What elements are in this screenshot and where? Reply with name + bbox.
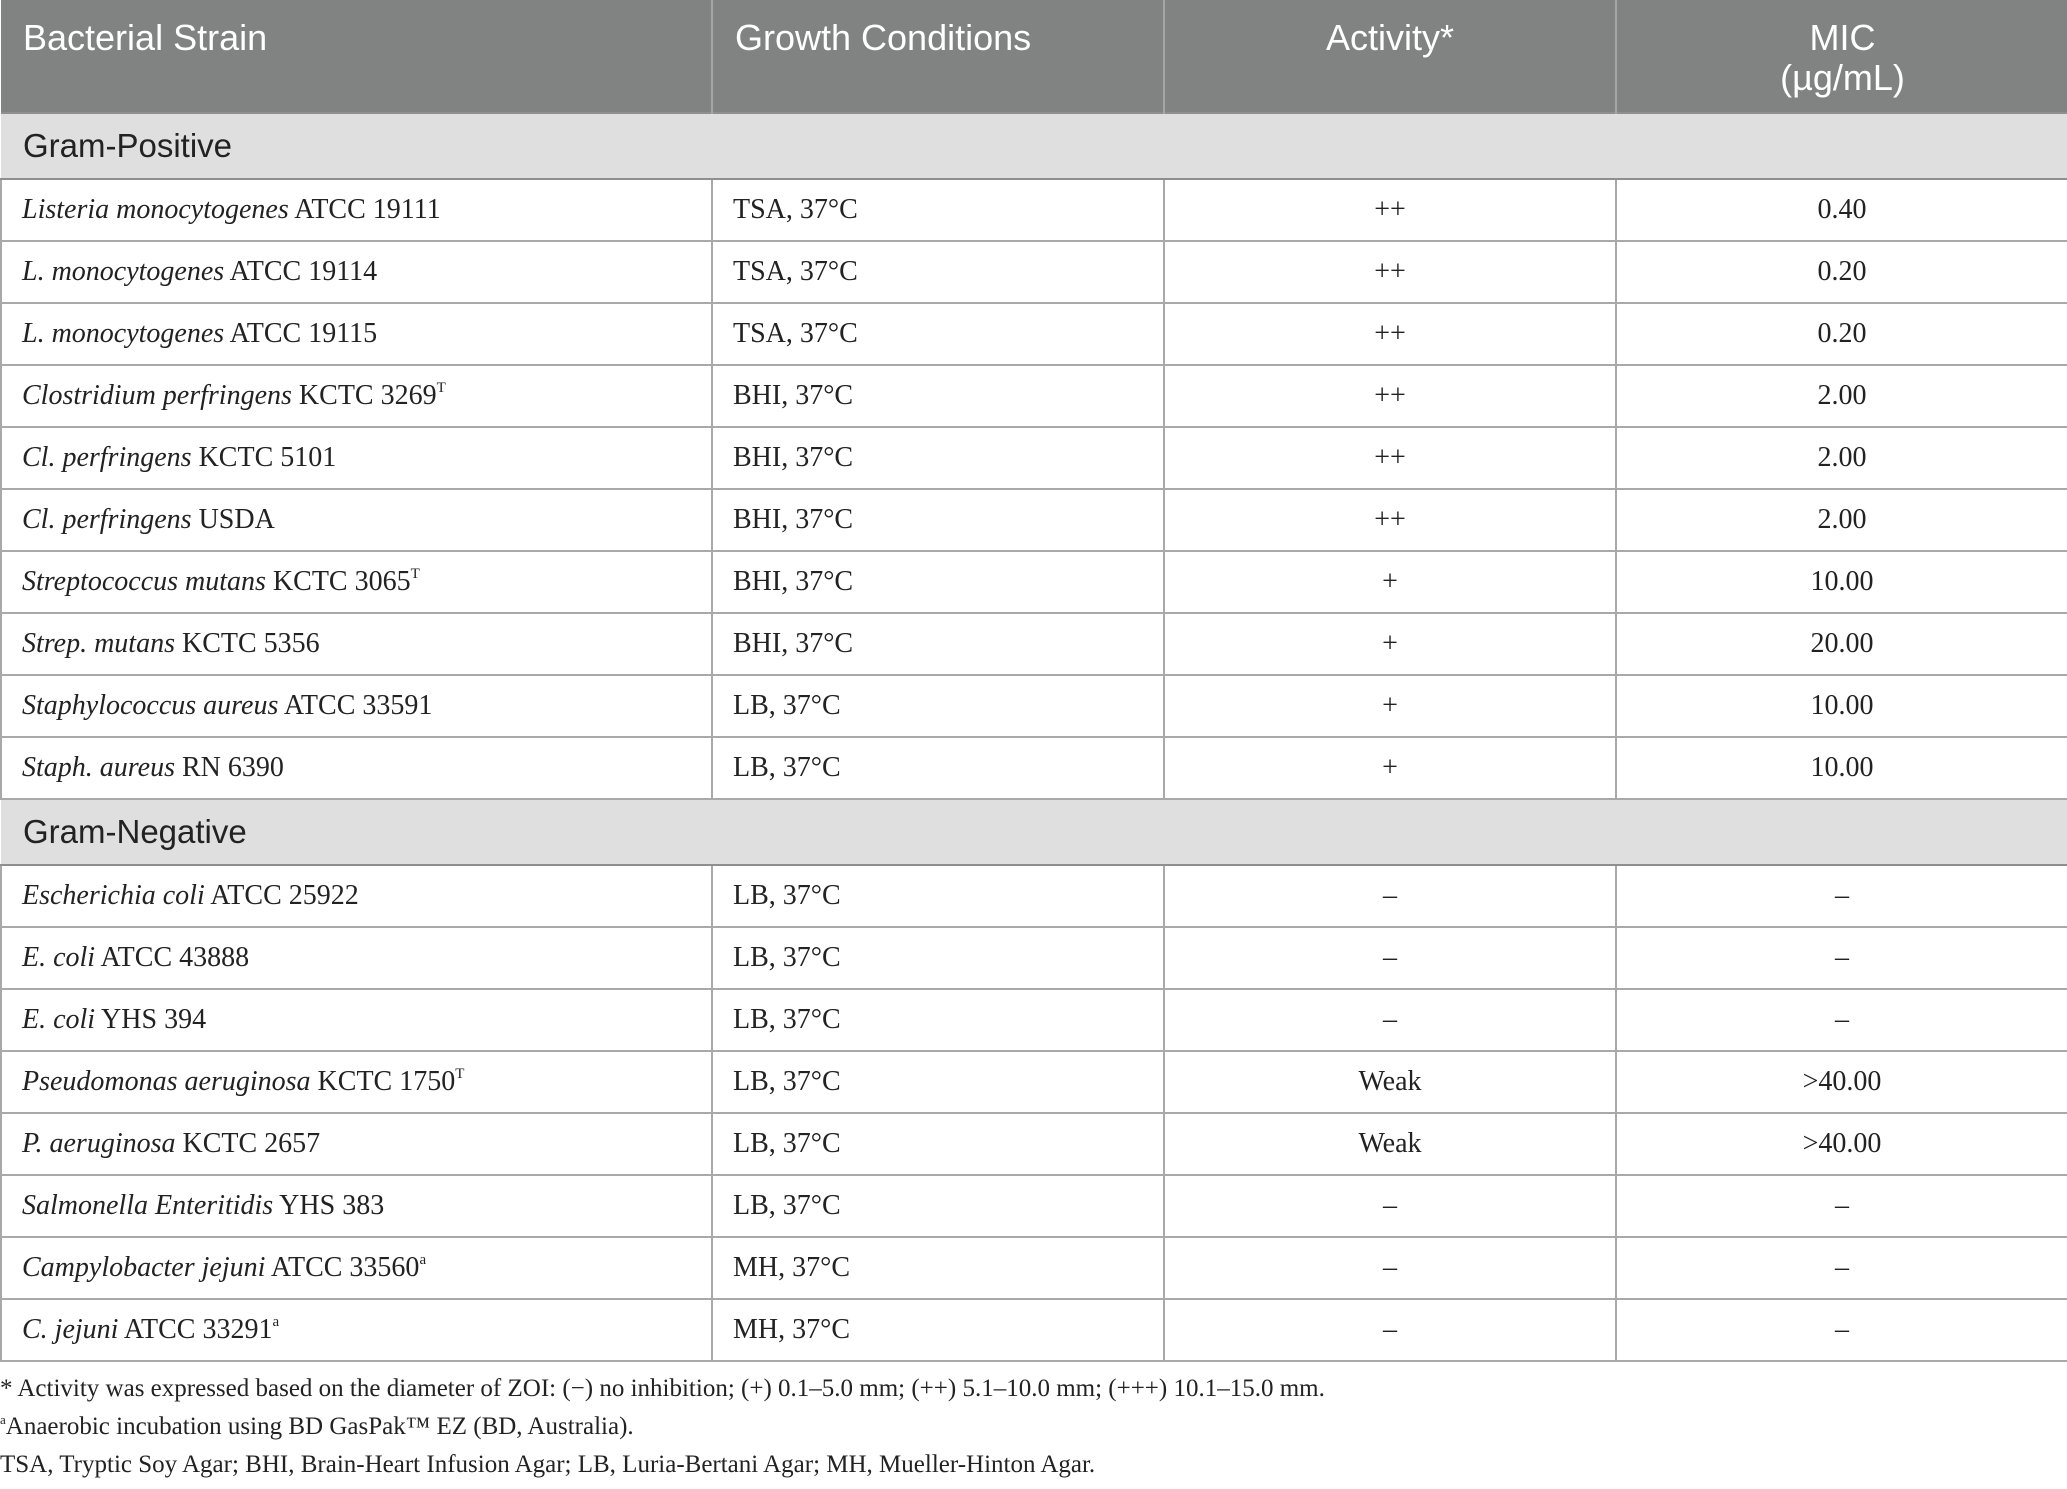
cell-growth-conditions: MH, 37°C [712, 1299, 1164, 1361]
table-row [1, 1175, 2067, 1237]
cell-strain [1, 927, 712, 989]
cell-mic: 2.00 [1616, 365, 2067, 427]
cell-activity: – [1164, 989, 1616, 1051]
cell-mic: 0.40 [1616, 179, 2067, 241]
section-title: Gram-Positive [1, 113, 2067, 179]
strain-species: Pseudomonas aeruginosa [22, 1066, 311, 1097]
strain-id: KCTC 3065 [265, 566, 411, 597]
strain-species: Staph. aureus [22, 752, 175, 783]
table-row [1, 865, 2067, 927]
cell-strain [1, 303, 712, 365]
strain-id: ATCC 33591 [278, 690, 433, 721]
cell-mic: 0.20 [1616, 241, 2067, 303]
table-row [1, 1051, 2067, 1113]
cell-mic: – [1616, 1175, 2067, 1237]
strain-species: L. monocytogenes [22, 318, 225, 349]
footnotes [0, 1370, 2067, 1484]
strain-species: Streptococcus mutans [22, 566, 266, 597]
strain-id: ATCC 33291 [118, 1314, 273, 1345]
cell-growth-conditions: BHI, 37°C [712, 365, 1164, 427]
cell-growth-conditions: LB, 37°C [712, 865, 1164, 927]
cell-strain [1, 427, 712, 489]
cell-strain [1, 1175, 712, 1237]
header-activity-mark: * [1440, 17, 1455, 58]
strain-species: Staphylococcus aureus [22, 690, 279, 721]
table-row [1, 241, 2067, 303]
table-row [1, 927, 2067, 989]
cell-mic: – [1616, 927, 2067, 989]
cell-growth-conditions: TSA, 37°C [712, 303, 1164, 365]
cell-mic: 10.00 [1616, 737, 2067, 799]
strain-id: ATCC 19114 [224, 256, 378, 287]
table-row [1, 489, 2067, 551]
cell-strain [1, 1237, 712, 1299]
cell-mic: 10.00 [1616, 675, 2067, 737]
cell-activity: – [1164, 1299, 1616, 1361]
strain-species: E. coli [22, 1004, 96, 1035]
cell-strain [1, 865, 712, 927]
cell-strain [1, 675, 712, 737]
cell-activity: + [1164, 675, 1616, 737]
cell-activity: + [1164, 551, 1616, 613]
strain-id: ATCC 19115 [224, 318, 378, 349]
cell-mic: 10.00 [1616, 551, 2067, 613]
table-row [1, 613, 2067, 675]
strain-superscript: a [272, 1314, 280, 1330]
strain-id: ATCC 33560 [265, 1252, 420, 1283]
cell-growth-conditions: LB, 37°C [712, 989, 1164, 1051]
table-row [1, 1299, 2067, 1361]
cell-strain [1, 613, 712, 675]
strain-species: Campylobacter jejuni [22, 1252, 266, 1283]
cell-growth-conditions: LB, 37°C [712, 927, 1164, 989]
cell-activity: Weak [1164, 1051, 1616, 1113]
table-row [1, 675, 2067, 737]
cell-activity: ++ [1164, 179, 1616, 241]
header-activity [1164, 0, 1616, 113]
strain-superscript: T [455, 1066, 465, 1082]
table-row [1, 303, 2067, 365]
strain-species: C. jejuni [22, 1314, 119, 1345]
section-row [1, 113, 2067, 179]
strain-id: ATCC 25922 [204, 880, 359, 911]
table-row [1, 1113, 2067, 1175]
cell-mic: – [1616, 1299, 2067, 1361]
strain-species: Clostridium perfringens [22, 380, 292, 411]
cell-activity: – [1164, 927, 1616, 989]
cell-growth-conditions: LB, 37°C [712, 675, 1164, 737]
strain-species: Strep. mutans [22, 628, 175, 659]
strain-id: YHS 394 [95, 1004, 207, 1035]
header-mic-unit: (µg/mL) [1780, 57, 1905, 98]
footnote-anaerobic [0, 1408, 2067, 1446]
strain-id: YHS 383 [273, 1190, 385, 1221]
cell-activity: ++ [1164, 365, 1616, 427]
cell-strain [1, 1299, 712, 1361]
cell-mic: 2.00 [1616, 489, 2067, 551]
header-growth-conditions: Growth Conditions [712, 0, 1164, 113]
cell-mic: 20.00 [1616, 613, 2067, 675]
strain-id: ATCC 19111 [288, 194, 441, 225]
footnote-anaerobic-text: Anaerobic incubation using BD GasPak™ EZ (BD, Australia). [5, 1413, 634, 1440]
cell-growth-conditions: LB, 37°C [712, 737, 1164, 799]
table-row [1, 179, 2067, 241]
cell-mic: – [1616, 989, 2067, 1051]
cell-strain [1, 551, 712, 613]
strain-id: KCTC 1750 [310, 1066, 456, 1097]
cell-mic: 0.20 [1616, 303, 2067, 365]
footnote-activity: * Activity was expressed based on the diameter of ZOI: (−) no inhibition; (+) 0.1–5.0 mm; (++) 5.1–10.0 mm; (+++) 10.1–15.0 mm. [0, 1375, 1325, 1402]
section-row [1, 799, 2067, 865]
strain-id: KCTC 3269 [291, 380, 437, 411]
strain-id: KCTC 5101 [191, 442, 337, 473]
cell-activity: ++ [1164, 303, 1616, 365]
cell-strain [1, 365, 712, 427]
table-row [1, 427, 2067, 489]
cell-growth-conditions: BHI, 37°C [712, 613, 1164, 675]
cell-strain [1, 241, 712, 303]
cell-mic: – [1616, 1237, 2067, 1299]
strain-id: KCTC 5356 [174, 628, 320, 659]
cell-activity: – [1164, 1175, 1616, 1237]
cell-growth-conditions: TSA, 37°C [712, 179, 1164, 241]
cell-strain [1, 737, 712, 799]
cell-mic: – [1616, 865, 2067, 927]
strain-id: KCTC 2657 [175, 1128, 321, 1159]
strain-superscript: T [410, 566, 420, 582]
cell-growth-conditions: TSA, 37°C [712, 241, 1164, 303]
header-activity-label: Activity [1325, 17, 1440, 58]
strain-id: USDA [191, 504, 275, 535]
strain-id: ATCC 43888 [95, 942, 250, 973]
cell-strain [1, 1051, 712, 1113]
strain-species: Escherichia coli [22, 880, 205, 911]
footnote-anaerobic-mark: a [0, 1412, 6, 1427]
strain-id: RN 6390 [174, 752, 284, 783]
strain-species: Listeria monocytogenes [22, 194, 289, 225]
cell-strain [1, 179, 712, 241]
cell-strain [1, 1113, 712, 1175]
cell-mic: >40.00 [1616, 1113, 2067, 1175]
cell-growth-conditions: MH, 37°C [712, 1237, 1164, 1299]
cell-strain [1, 489, 712, 551]
strain-species: P. aeruginosa [22, 1128, 176, 1159]
strain-superscript: a [419, 1252, 427, 1268]
cell-activity: Weak [1164, 1113, 1616, 1175]
cell-growth-conditions: LB, 37°C [712, 1113, 1164, 1175]
strain-superscript: T [436, 380, 446, 396]
cell-activity: ++ [1164, 241, 1616, 303]
footnote-abbreviations: TSA, Tryptic Soy Agar; BHI, Brain-Heart Infusion Agar; LB, Luria-Bertani Agar; MH, Mueller-Hinton Agar. [0, 1451, 1096, 1478]
strain-species: L. monocytogenes [22, 256, 225, 287]
table-row [1, 365, 2067, 427]
cell-mic: >40.00 [1616, 1051, 2067, 1113]
header-row [1, 0, 2067, 113]
cell-growth-conditions: LB, 37°C [712, 1051, 1164, 1113]
cell-growth-conditions: BHI, 37°C [712, 489, 1164, 551]
cell-activity: – [1164, 1237, 1616, 1299]
table-body [1, 113, 2067, 1361]
cell-growth-conditions: BHI, 37°C [712, 551, 1164, 613]
cell-activity: + [1164, 613, 1616, 675]
header-mic [1616, 0, 2067, 113]
table-row [1, 551, 2067, 613]
section-title: Gram-Negative [1, 799, 2067, 865]
table-row [1, 1237, 2067, 1299]
table-row [1, 989, 2067, 1051]
cell-activity: + [1164, 737, 1616, 799]
cell-mic: 2.00 [1616, 427, 2067, 489]
cell-activity: – [1164, 865, 1616, 927]
cell-activity: ++ [1164, 489, 1616, 551]
strain-species: Salmonella Enteritidis [22, 1190, 274, 1221]
strain-species: Cl. perfringens [22, 442, 192, 473]
strain-species: E. coli [22, 942, 96, 973]
header-mic-label: MIC [1809, 17, 1876, 58]
cell-activity: ++ [1164, 427, 1616, 489]
cell-growth-conditions: BHI, 37°C [712, 427, 1164, 489]
cell-growth-conditions: LB, 37°C [712, 1175, 1164, 1237]
table-row [1, 737, 2067, 799]
cell-strain [1, 989, 712, 1051]
strain-species: Cl. perfringens [22, 504, 192, 535]
table-header [1, 0, 2067, 113]
header-bacterial-strain: Bacterial Strain [1, 0, 712, 113]
